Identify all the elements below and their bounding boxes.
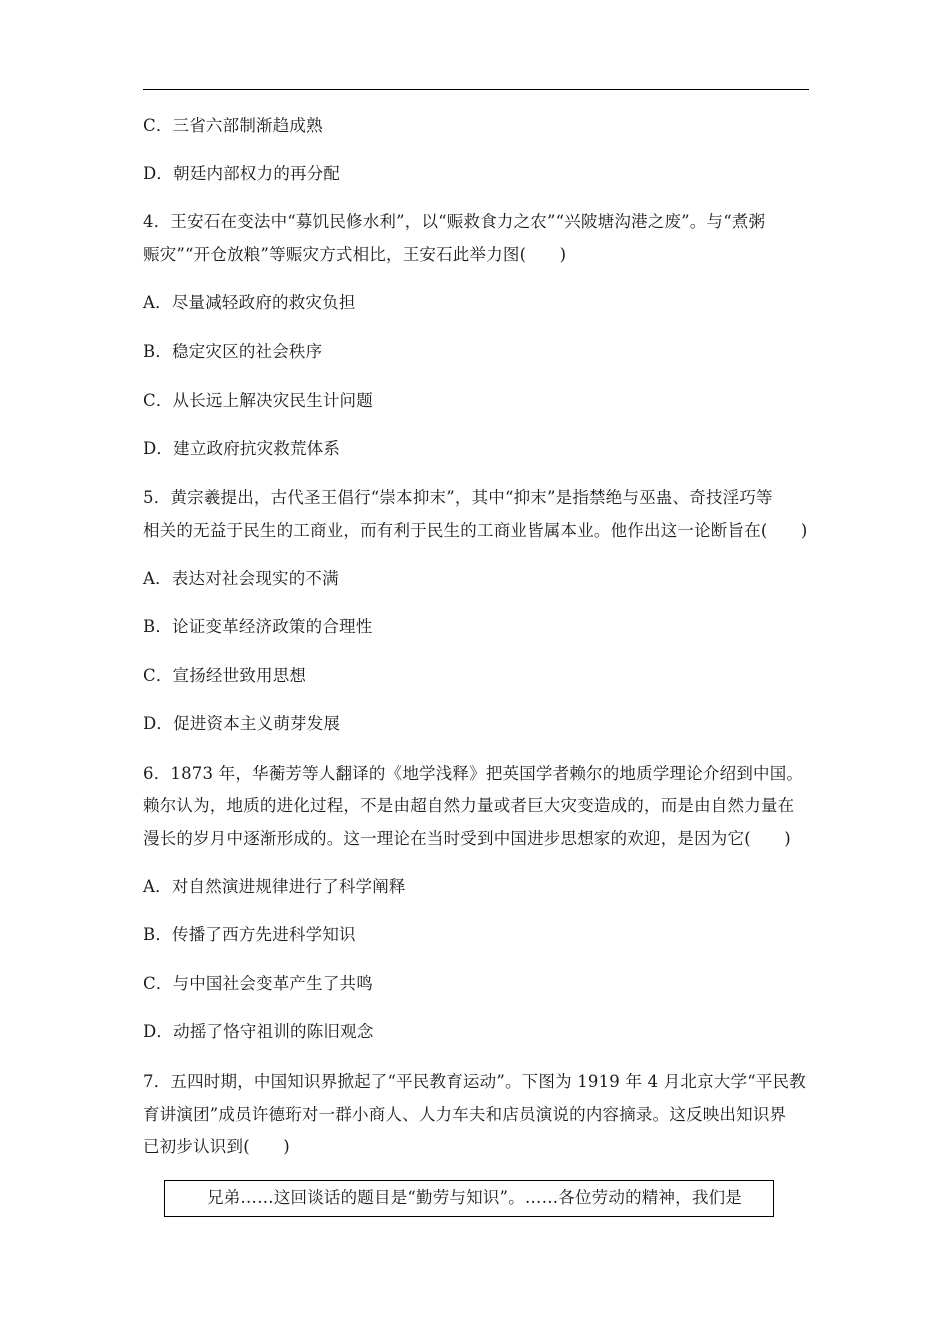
- q7-stem-line-1: 7．五四时期，中国知识界掀起了“平民教育运动”。下图为 1919 年 4 月北京大学“平民教: [143, 1072, 806, 1091]
- q6-option-a: A．对自然演进规律进行了科学阐释: [143, 877, 406, 896]
- q7-stem-line-2: 育讲演团”成员许德珩对一群小商人、人力车夫和店员演说的内容摘录。这反映出知识界: [143, 1105, 787, 1124]
- q6-option-c: C．与中国社会变革产生了共鸣: [143, 974, 373, 993]
- q4-stem-line-2: 赈灾”“开仓放粮”等赈灾方式相比，王安石此举力图( ): [143, 245, 567, 264]
- q5-stem-line-2: 相关的无益于民生的工商业，而有利于民生的工商业皆属本业。他作出这一论断旨在( ): [143, 521, 808, 540]
- q5-option-a: A．表达对社会现实的不满: [143, 569, 339, 588]
- q4-option-a: A．尽量减轻政府的救灾负担: [143, 293, 356, 312]
- q5-option-b: B．论证变革经济政策的合理性: [143, 617, 373, 636]
- q4-option-c: C．从长远上解决灾民生计问题: [143, 391, 373, 410]
- q4-option-d: D．建立政府抗灾救荒体系: [143, 439, 341, 458]
- q7-quote-text: 兄弟……这回谈话的题目是“勤劳与知识”。……各位劳动的精神，我们是: [207, 1188, 742, 1207]
- q5-option-c: C．宣扬经世致用思想: [143, 666, 307, 685]
- q7-quote-box: [164, 1180, 774, 1217]
- q3-option-d: D．朝廷内部权力的再分配: [143, 164, 341, 183]
- q6-stem-line-3: 漫长的岁月中逐渐形成的。这一理论在当时受到中国进步思想家的欢迎，是因为它( ): [143, 829, 791, 848]
- q4-stem-line-1: 4．王安石在变法中“募饥民修水利”，以“赈救食力之农”“兴陂塘沟港之废”。与“煮粥: [143, 212, 766, 231]
- q5-option-d: D．促进资本主义萌芽发展: [143, 714, 341, 733]
- q3-option-c: C．三省六部制渐趋成熟: [143, 116, 323, 135]
- q5-stem-line-1: 5．黄宗羲提出，古代圣王倡行“崇本抑末”，其中“抑末”是指禁绝与巫蛊、奇技淫巧等: [143, 488, 773, 507]
- q6-option-d: D．动摇了恪守祖训的陈旧观念: [143, 1022, 374, 1041]
- q6-stem-line-2: 赖尔认为，地质的进化过程，不是由超自然力量或者巨大灾变造成的，而是由自然力量在: [143, 796, 795, 815]
- q7-stem-line-3: 已初步认识到( ): [143, 1137, 290, 1156]
- q6-option-b: B．传播了西方先进科学知识: [143, 925, 356, 944]
- q4-option-b: B．稳定灾区的社会秩序: [143, 342, 323, 361]
- q6-stem-line-1: 6．1873 年，华蘅芳等人翻译的《地学浅释》把英国学者赖尔的地质学理论介绍到中国。: [143, 764, 804, 783]
- header-rule: [143, 89, 809, 90]
